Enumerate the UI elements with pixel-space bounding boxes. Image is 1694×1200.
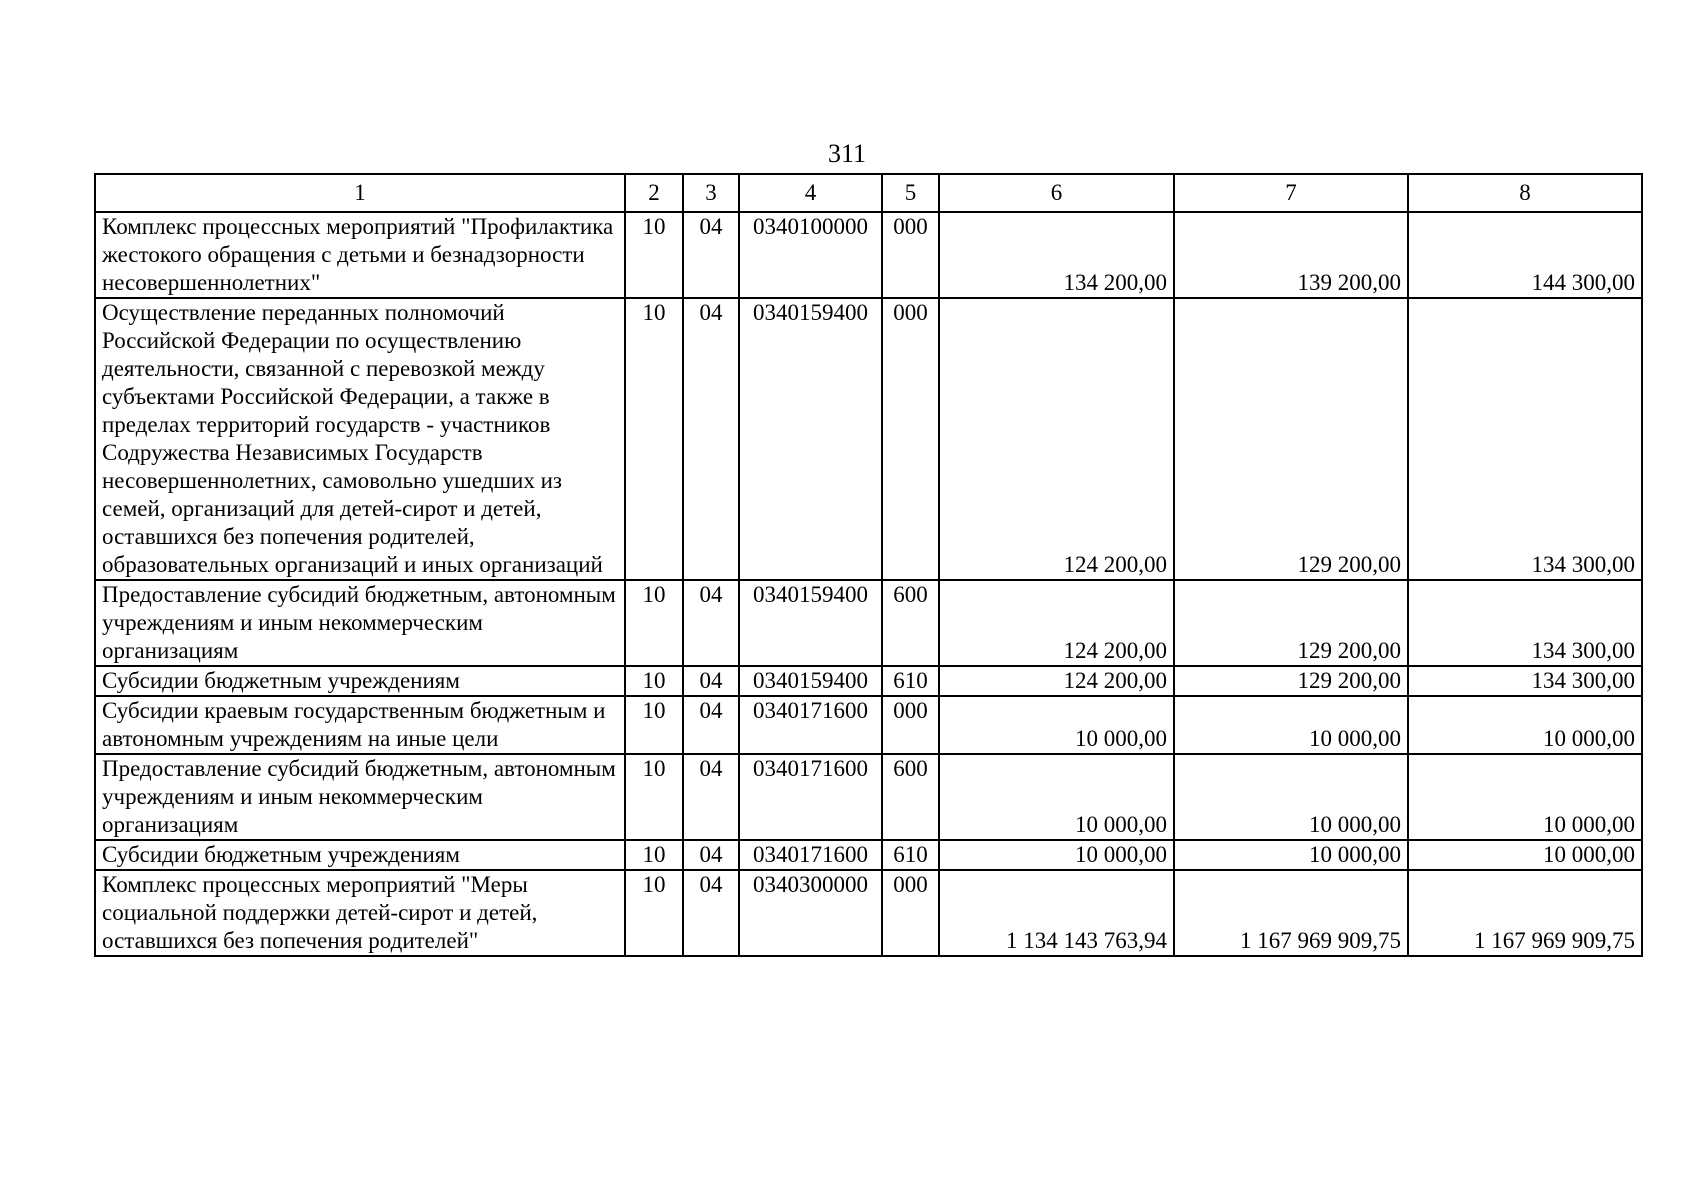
amount-col-6: 134 200,00 (939, 212, 1174, 298)
row-name: Комплекс процессных мероприятий "Профилактика жестокого обращения с детьми и безнадзорности несовершеннолетних" (95, 212, 625, 298)
table-row (95, 870, 1642, 956)
expense-type-code: 610 (882, 666, 939, 696)
column-header-5: 5 (882, 174, 939, 212)
column-header-1: 1 (95, 174, 625, 212)
column-header-2: 2 (625, 174, 683, 212)
table-row (95, 754, 1642, 840)
expense-type-code: 000 (882, 298, 939, 580)
row-name: Осуществление переданных полномочий Российской Федерации по осуществлению деятельности, связанной с перевозкой между субъектами Российской Федерации, а также в пределах территорий государств - участников Содружества Независимых Государств несовершеннолетних, самовольно ушедших из семей, организаций для детей-сирот и детей, оставшихся без попечения родителей, образовательных организаций и иных организаций (95, 298, 625, 580)
column-header-7: 7 (1174, 174, 1408, 212)
budget-table (94, 173, 1643, 957)
column-header-6: 6 (939, 174, 1174, 212)
table-row (95, 840, 1642, 870)
expense-type-code: 600 (882, 580, 939, 666)
amount-col-6: 10 000,00 (939, 840, 1174, 870)
amount-col-7: 10 000,00 (1174, 696, 1408, 754)
amount-col-6: 10 000,00 (939, 696, 1174, 754)
target-article-code: 0340100000 (739, 212, 882, 298)
amount-col-7: 129 200,00 (1174, 666, 1408, 696)
target-article-code: 0340171600 (739, 696, 882, 754)
amount-col-6: 1 134 143 763,94 (939, 870, 1174, 956)
subsection-code: 04 (683, 840, 739, 870)
section-code: 10 (625, 298, 683, 580)
table-row (95, 580, 1642, 666)
expense-type-code: 000 (882, 212, 939, 298)
row-name: Предоставление субсидий бюджетным, автономным учреждениям и иным некоммерческим организациям (95, 754, 625, 840)
target-article-code: 0340159400 (739, 580, 882, 666)
section-code: 10 (625, 754, 683, 840)
amount-col-8: 134 300,00 (1408, 298, 1642, 580)
table-row (95, 696, 1642, 754)
amount-col-8: 10 000,00 (1408, 840, 1642, 870)
subsection-code: 04 (683, 666, 739, 696)
target-article-code: 0340159400 (739, 666, 882, 696)
row-name: Субсидии бюджетным учреждениям (95, 666, 625, 696)
section-code: 10 (625, 696, 683, 754)
target-article-code: 0340300000 (739, 870, 882, 956)
subsection-code: 04 (683, 212, 739, 298)
subsection-code: 04 (683, 580, 739, 666)
amount-col-8: 10 000,00 (1408, 696, 1642, 754)
column-header-3: 3 (683, 174, 739, 212)
expense-type-code: 610 (882, 840, 939, 870)
row-name: Предоставление субсидий бюджетным, автономным учреждениям и иным некоммерческим организациям (95, 580, 625, 666)
subsection-code: 04 (683, 298, 739, 580)
page-number: 311 (827, 139, 867, 168)
amount-col-8: 10 000,00 (1408, 754, 1642, 840)
target-article-code: 0340159400 (739, 298, 882, 580)
row-name: Субсидии бюджетным учреждениям (95, 840, 625, 870)
section-code: 10 (625, 870, 683, 956)
expense-type-code: 000 (882, 870, 939, 956)
expense-type-code: 600 (882, 754, 939, 840)
amount-col-7: 129 200,00 (1174, 580, 1408, 666)
subsection-code: 04 (683, 696, 739, 754)
target-article-code: 0340171600 (739, 840, 882, 870)
section-code: 10 (625, 840, 683, 870)
header-row (95, 174, 1642, 212)
expense-type-code: 000 (882, 696, 939, 754)
amount-col-8: 134 300,00 (1408, 666, 1642, 696)
amount-col-8: 134 300,00 (1408, 580, 1642, 666)
row-name: Комплекс процессных мероприятий "Меры социальной поддержки детей-сирот и детей, оставшихся без попечения родителей" (95, 870, 625, 956)
subsection-code: 04 (683, 870, 739, 956)
amount-col-6: 10 000,00 (939, 754, 1174, 840)
amount-col-7: 129 200,00 (1174, 298, 1408, 580)
subsection-code: 04 (683, 754, 739, 840)
row-name: Субсидии краевым государственным бюджетным и автономным учреждениям на иные цели (95, 696, 625, 754)
amount-col-7: 10 000,00 (1174, 840, 1408, 870)
section-code: 10 (625, 580, 683, 666)
amount-col-7: 139 200,00 (1174, 212, 1408, 298)
amount-col-6: 124 200,00 (939, 580, 1174, 666)
table-row (95, 298, 1642, 580)
section-code: 10 (625, 212, 683, 298)
amount-col-7: 1 167 969 909,75 (1174, 870, 1408, 956)
amount-col-6: 124 200,00 (939, 666, 1174, 696)
column-header-8: 8 (1408, 174, 1642, 212)
section-code: 10 (625, 666, 683, 696)
amount-col-7: 10 000,00 (1174, 754, 1408, 840)
table-row (95, 212, 1642, 298)
target-article-code: 0340171600 (739, 754, 882, 840)
column-header-4: 4 (739, 174, 882, 212)
amount-col-6: 124 200,00 (939, 298, 1174, 580)
amount-col-8: 1 167 969 909,75 (1408, 870, 1642, 956)
table-row (95, 666, 1642, 696)
amount-col-8: 144 300,00 (1408, 212, 1642, 298)
